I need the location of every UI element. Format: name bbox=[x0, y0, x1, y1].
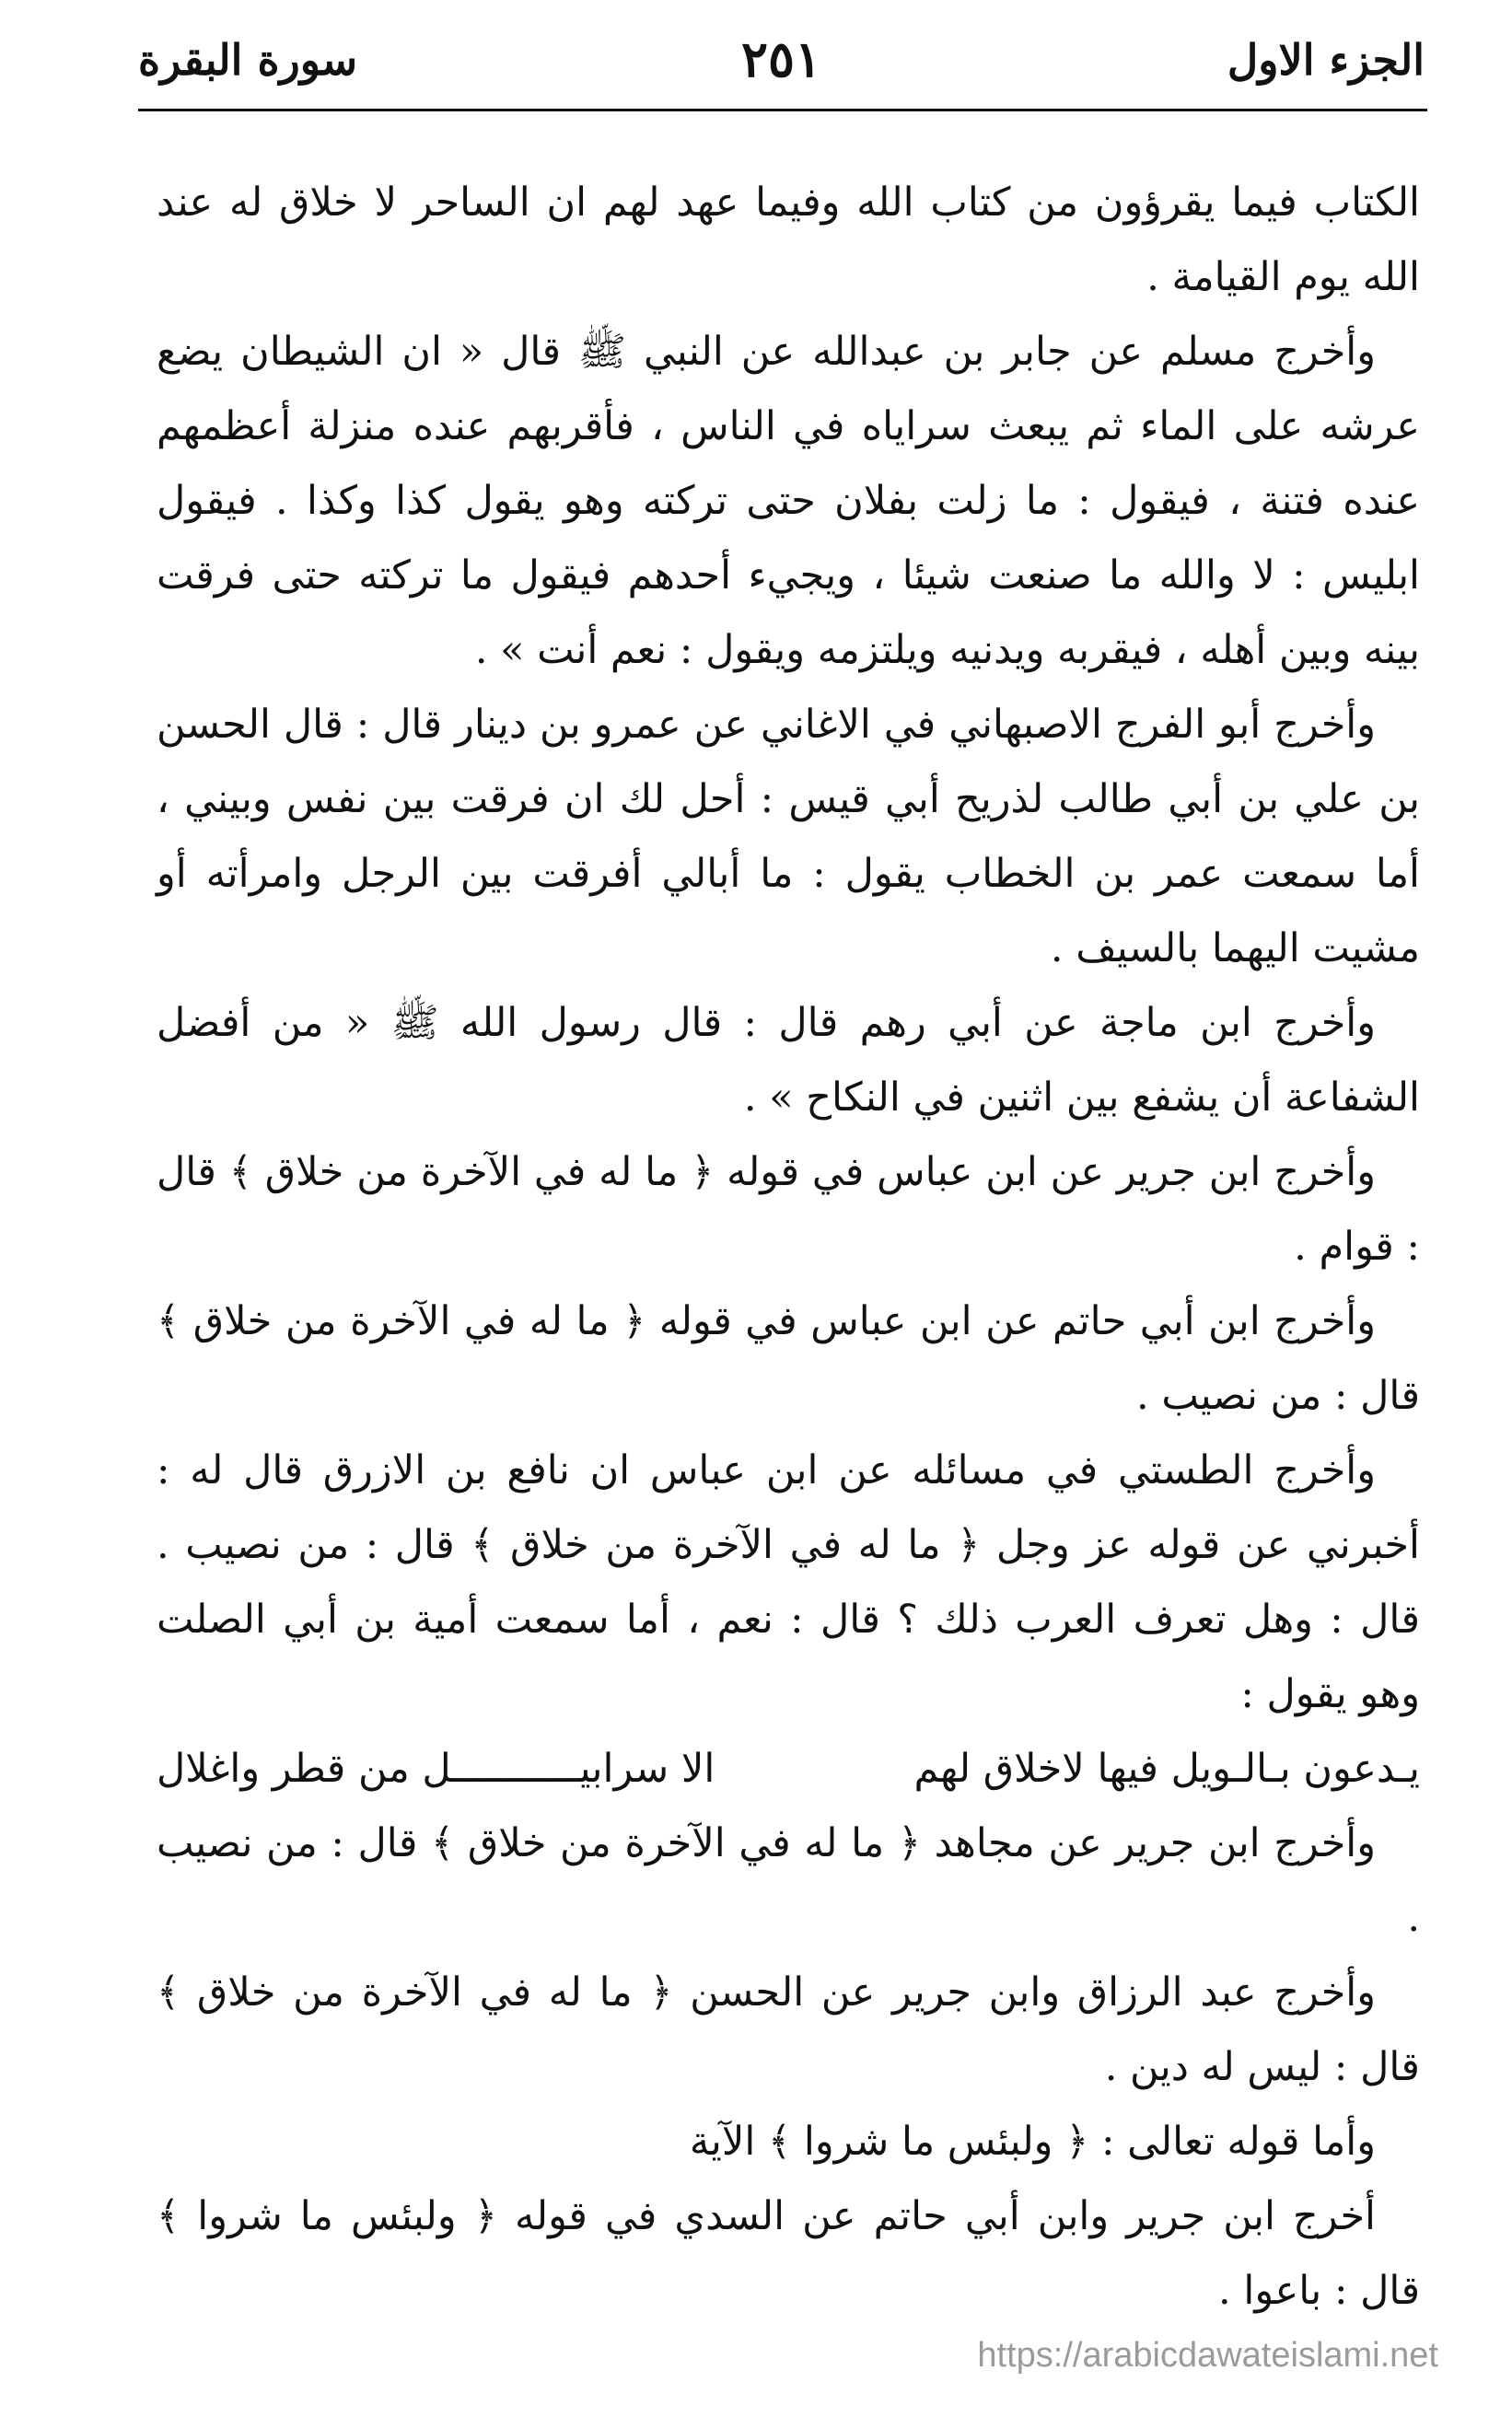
paragraph-5: وأخرج ابن جرير عن ابن عباس في قوله ﴿ ما له في الآخرة من خلاق ﴾ قال : قوام . bbox=[157, 1149, 1420, 1270]
paragraph-9: وأخرج عبد الرزاق وابن جرير عن الحسن ﴿ ما له في الآخرة من خلاق ﴾ قال : ليس له دين . bbox=[157, 1970, 1420, 2090]
page-number: ٢٥١ bbox=[740, 29, 821, 88]
surah-label: سورة البقرة bbox=[138, 35, 358, 85]
paragraph-1: الكتاب فيما يقرؤون من كتاب الله وفيما عهد لهم ان الساحر لا خلاق له عند الله يوم القيامة . bbox=[157, 180, 1420, 300]
paragraph-10: وأما قوله تعالى : ﴿ ولبئس ما شروا ﴾ الآية bbox=[689, 2119, 1376, 2165]
part-label: الجزء الاول bbox=[1227, 35, 1425, 85]
header-rule bbox=[138, 109, 1427, 111]
poetry-verse bbox=[157, 1732, 1420, 1807]
paragraph-3: وأخرج أبو الفرج الاصبهاني في الاغاني عن عمرو بن دينار قال : قال الحسن بن علي بن أبي طالب لذريح أبي قيس : أحل لك ان فرقت بين نفس وبيني ، أما سمعت عمر بن الخطاب يقول : ما أبالي أفرقت بين الرجل وامرأته أو مشيت اليهما بالسيف . bbox=[157, 702, 1420, 971]
paragraph-11: أخرج ابن جرير وابن أبي حاتم عن السدي في قوله ﴿ ولبئس ما شروا ﴾ قال : باعوا . bbox=[157, 2193, 1420, 2314]
verse-second-hemistich: الا سرابيـــــــــــل من قطر واغلال bbox=[157, 1746, 715, 1792]
paragraph-2: وأخرج مسلم عن جابر بن عبدالله عن النبي ﷺ قال « ان الشيطان يضع عرشه على الماء ثم يبعث سراياه في الناس ، فأقربهم عنده منزلة أعظمهم عنده فتنة ، فيقول : ما زلت بفلان حتى تركته وهو يقول كذا وكذا . فيقول ابليس : لا والله ما صنعت شيئا ، ويجيء أحدهم فيقول ما تركته حتى فرقت بينه وبين أهله ، فيقربه ويدنيه ويلتزمه ويقول : نعم أنت » . bbox=[157, 329, 1420, 673]
paragraph-8: وأخرج ابن جرير عن مجاهد ﴿ ما له في الآخرة من خلاق ﴾ قال : من نصيب . bbox=[157, 1820, 1420, 1941]
paragraph-6: وأخرج ابن أبي حاتم عن ابن عباس في قوله ﴿ ما له في الآخرة من خلاق ﴾ قال : من نصيب . bbox=[157, 1298, 1420, 1419]
paragraph-7: وأخرج الطستي في مسائله عن ابن عباس ان نافع بن الازرق قال له : أخبرني عن قوله عز وجل ﴿ ما له في الآخرة من خلاق ﴾ قال : من نصيب . قال : وهل تعرف العرب ذلك ؟ قال : نعم ، أما سمعت أمية بن أبي الصلت وهو يقول : bbox=[157, 1447, 1420, 1717]
page-body bbox=[157, 166, 1420, 2329]
paragraph-4: وأخرج ابن ماجة عن أبي رهم قال : قال رسول الله ﷺ « من أفضل الشفاعة أن يشفع بين اثنين في النكاح » . bbox=[157, 1000, 1420, 1121]
source-watermark: https://arabicdawateislami.net bbox=[977, 2336, 1438, 2375]
verse-first-hemistich: يـدعون بـالـويل فيها لاخلاق لهم bbox=[913, 1746, 1420, 1792]
page-header bbox=[138, 29, 1425, 109]
